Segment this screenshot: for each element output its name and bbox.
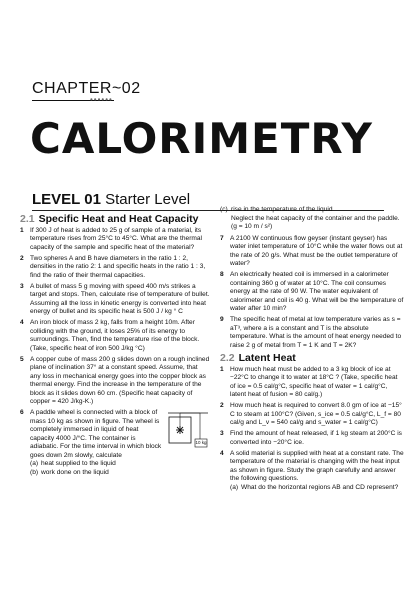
question-6b: (b) work done on the liquid: [30, 468, 109, 476]
section-heading: [20, 215, 210, 224]
section-title: Latent Heat: [238, 352, 296, 365]
latent-question-4a: (a) What do the horizontal regions AB and CD represent?: [230, 483, 399, 491]
latent-question-2: 2 How much heat is required to convert 8.0 gm of ice at −15° C to steam at 100°C? (Given, s_ice = 0.5 cal/g°C, L_f = 80 cal/g and L_v = 540 cal/g and s_water = 1 cal/g°C): [220, 402, 402, 427]
question-6a: (a) heat supplied to the liquid: [30, 460, 116, 468]
paddle-wheel-diagram: [166, 409, 210, 453]
level-name: Starter Level: [105, 191, 191, 208]
latent-question-1: 1 How much heat must be added to a 3 kg block of ice at −22°C to change it to water at 18°C ? (Take, specific heat of ice = 0.5 cal/g°C, specific heat of water = 1 cal/g°C, latent heat of fusion = 80 cal/g.): [220, 365, 398, 399]
question-8: 8 An electrically heated coil is immersed in a calorimeter containing 360 g of water at 10°C. The coil consumes energy at the rate of 90 W. The water equivalent of calorimeter and coil is 40 g. What will be the temperature of water after 10 min?: [220, 271, 404, 313]
block-mass-label: 10 kg: [195, 440, 207, 446]
question-6: 6 A paddle wheel is connected with a block of mass 10 kg as shown in figure. The wheel is completely immersed in liquid of heat capacity 4000 J/°C. The container is adiabatic. For the time interval in which block goes down 2m slowly, calculate 10 kg (a) heat supplied to the liquid (b) work done on the liquid: [20, 409, 210, 477]
chapter-dots: ••••••: [90, 95, 113, 104]
paddle-wheel-figure: [166, 409, 210, 453]
page-title: CALORIMETRY: [30, 114, 373, 163]
question-4: 4 An iron block of mass 2 kg, falls from a height 10m. After colliding with the ground, it loses 25% of its energy to surroundings. Then, find the temperature rise of the block. (Take, specific heat of iron 500 J/kg °C): [20, 319, 200, 352]
question-3: 3 A bullet of mass 5 g moving with speed 400 m/s strikes a target and stops. Then, calculate rise of temperature of bullet. Assuming all the loss in kinetic energy is converted into heat energy of bullet and its specific heat is 500 J / kg ° C: [20, 282, 210, 316]
question-7: 7 A 2100 W continuous flow geyser (instant geyser) has water inlet temperature of 10°C while the water flows out at the rate of 20 g/s. What must be the outlet temperature of water?: [220, 234, 403, 267]
section-number: 2.2: [220, 352, 235, 365]
section-title: Specific Heat and Heat Capacity: [38, 213, 199, 225]
question-6c: (c) rise in the temperature of the liquid: [220, 206, 333, 213]
chapter-label: CHAPTER~02: [32, 80, 141, 97]
section-heading: [220, 354, 404, 363]
question-2: 2 Two spheres A and B have diameters in the ratio 1 : 2, densities in the ratio 2: 1 and specific heats in the ratio 1 : 3, find the ratio of their thermal capacities.: [20, 254, 206, 279]
question-5: 5 A copper cube of mass 200 g slides down on a rough inclined plane of inclination 37° at a constant speed. Assume, that any loss in mechanical energy goes into the copper block as thermal energy. Find the increase in the temperature of the block as it slides down 60 cm. (Specific heat capacity of copper = 420 J/kg-K.): [20, 355, 210, 406]
level-number: LEVEL 01: [32, 191, 101, 208]
latent-question-3: 3 Find the amount of heat released, if 1 kg steam at 200°C is converted into −20°C ice.: [220, 430, 402, 446]
question-6-note: Neglect the heat capacity of the container and the paddle. (g = 10 m / s²): [231, 214, 400, 230]
section-number: 2.1: [20, 213, 35, 225]
right-column: [220, 206, 404, 495]
question-1: 1 If 300 J of heat is added to 25 g of sample of a material, its temperature rises from 25°C to 45°C. What are the thermal capacity of the sample and specific heat of the material?: [20, 226, 203, 251]
level-heading: [32, 191, 190, 208]
latent-question-4: 4 A solid material is supplied with heat at a constant rate. The temperature of the material is changing with the heat input as shown in figure. Study the graph carefully and answer the following questions. (a) What do the horizontal regions AB and CD represent?: [220, 449, 404, 491]
question-9: 9 The specific heat of metal at low temperature varies as s = aT³, where a is a constant and T is the absolute temperature. What is the amount of heat energy needed to raise 2 g of metal from T = 1 K and T = 2K?: [220, 316, 402, 349]
left-column: [20, 213, 210, 480]
